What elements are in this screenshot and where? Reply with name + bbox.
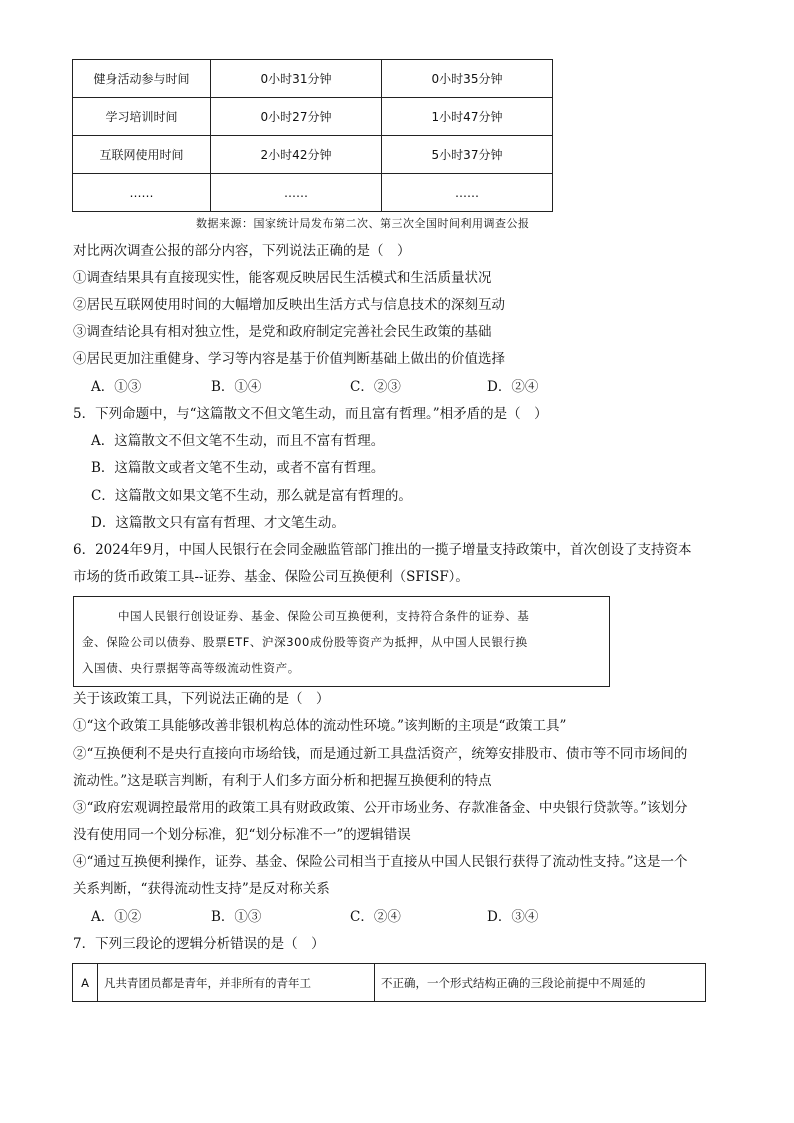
table-cell: 0小时35分钟 (382, 60, 553, 98)
table-cell: 凡共青团员都是青年，并非所有的青年工 (98, 964, 375, 1002)
q4-option-b: B．①④ (211, 379, 262, 395)
table-cell: 健身活动参与时间 (73, 60, 211, 98)
quote-line: 金、保险公司以债券、股票ETF、沪深300成份股等资产为抵押，从中国人民银行换 (82, 635, 528, 649)
table-row (73, 136, 553, 174)
q4-option-a: A．①③ (91, 379, 142, 395)
table-cell: 不正确，一个形式结构正确的三段论前提中不周延的 (375, 964, 706, 1002)
q7-stem: 7．下列三段论的逻辑分析错误的是（ ） (73, 936, 325, 952)
table-row (73, 174, 553, 212)
q5-option-a: A．这篇散文不但文笔不生动，而且不富有哲理。 (91, 433, 385, 449)
q6-item-2: ②“互换便利不是央行直接向市场给钱，而是通过新工具盘活资产，统筹安排股市、债市等不同市场间的 (73, 746, 688, 762)
table-source-note: 数据来源：国家统计局发布第二次、第三次全国时间利用调查公报 (196, 217, 530, 230)
q6-option-c: C．②④ (350, 909, 401, 925)
q6-ask: 关于该政策工具，下列说法正确的是（ ） (73, 691, 330, 707)
table-cell: …… (211, 174, 382, 212)
q6-option-a: A．①② (91, 909, 142, 925)
table-cell: 互联网使用时间 (73, 136, 211, 174)
q6-option-d: D．③④ (487, 909, 539, 925)
q5-option-b: B．这篇散文或者文笔不生动，或者不富有哲理。 (91, 460, 385, 476)
table-cell: 学习培训时间 (73, 98, 211, 136)
q6-item-2-cont: 流动性。”这是联言判断，有利于人们多方面分析和把握互换便利的特点 (73, 773, 492, 789)
table-cell: 0小时31分钟 (211, 60, 382, 98)
q4-option-c: C．②③ (350, 379, 401, 395)
table-cell: 0小时27分钟 (211, 98, 382, 136)
quote-line: 入国债、央行票据等高等级流动性资产。 (82, 661, 300, 675)
q6-item-3-cont: 没有使用同一个划分标准，犯“划分标准不一”的逻辑错误 (73, 827, 411, 843)
q6-item-3: ③“政府宏观调控最常用的政策工具有财政政策、公开市场业务、存款准备金、中央银行贷款等。”该划分 (73, 800, 688, 816)
q4-item-3: ③调查结论具有相对独立性，是党和政府制定完善社会民生政策的基础 (73, 324, 492, 340)
q6-stem-line-2: 市场的货币政策工具--证券、基金、保险公司互换便利（SFISF）。 (73, 569, 469, 585)
policy-quote-box (73, 596, 610, 687)
q5-option-d: D．这篇散文只有富有哲理、才文笔生动。 (91, 515, 345, 531)
table-cell: …… (73, 174, 211, 212)
q4-stem: 对比两次调查公报的部分内容，下列说法正确的是（ ） (73, 243, 411, 259)
q6-item-1: ①“这个政策工具能够改善非银机构总体的流动性环境。”该判断的主项是“政策工具” (73, 718, 567, 734)
q4-item-1: ①调查结果具有直接现实性，能客观反映居民生活模式和生活质量状况 (73, 270, 492, 286)
q6-option-b: B．①③ (211, 909, 262, 925)
syllogism-table (72, 963, 706, 1002)
q5-stem: 5．下列命题中，与“这篇散文不但文笔生动，而且富有哲理。”相矛盾的是（ ） (73, 406, 548, 422)
table-cell: 1小时47分钟 (382, 98, 553, 136)
survey-table (72, 59, 553, 212)
table-row (73, 964, 706, 1002)
q6-item-4: ④“通过互换便利操作，证券、基金、保险公司相当于直接从中国人民银行获得了流动性支持。”这是一个 (73, 854, 688, 870)
q6-item-4-cont: 关系判断，“获得流动性支持”是反对称关系 (73, 881, 330, 897)
table-cell: 5小时37分钟 (382, 136, 553, 174)
table-row (73, 60, 553, 98)
q4-item-4: ④居民更加注重健身、学习等内容是基于价值判断基础上做出的价值选择 (73, 351, 505, 367)
table-cell: …… (382, 174, 553, 212)
table-cell: A (73, 964, 98, 1002)
q4-item-2: ②居民互联网使用时间的大幅增加反映出生活方式与信息技术的深刻互动 (73, 297, 505, 313)
table-row (73, 98, 553, 136)
quote-line: 中国人民银行创设证券、基金、保险公司互换便利，支持符合条件的证券、基 (118, 609, 530, 623)
q4-option-d: D．②④ (487, 379, 539, 395)
q5-option-c: C．这篇散文如果文笔不生动，那么就是富有哲理的。 (91, 488, 412, 504)
q6-stem-line-1: 6．2024年9月，中国人民银行在会同金融监管部门推出的一揽子增量支持政策中，首次创设了支持资本 (73, 542, 692, 558)
table-cell: 2小时42分钟 (211, 136, 382, 174)
